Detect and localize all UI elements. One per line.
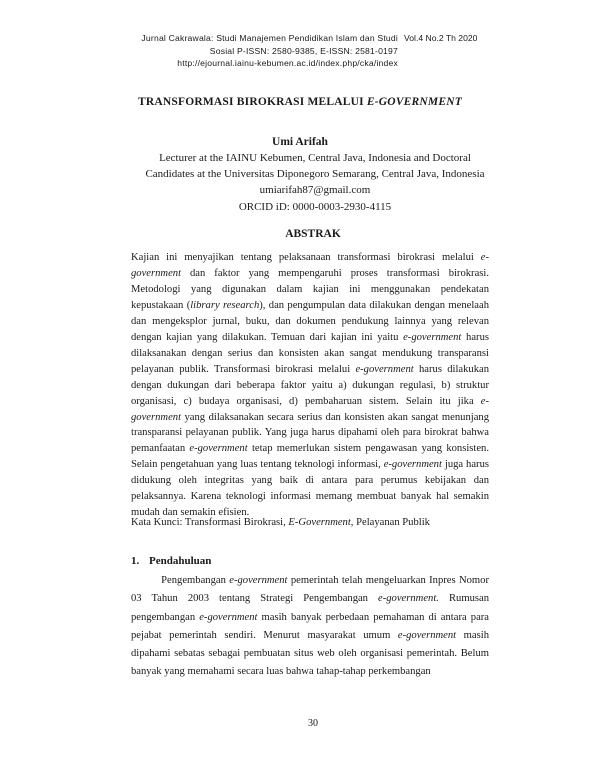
- abstract-run-1: e-government: [131, 252, 489, 279]
- abstract-run-14: juga harus didukung oleh integritas yang baik di antara para perumus kebijakan dan pelaksannya. Karena teknologi informasi memang membuat banyak hal semakin mudah dan semakin efisien.: [131, 459, 489, 519]
- abstract-run-5: e-government: [403, 331, 462, 343]
- abstract-text: [131, 250, 489, 521]
- abstract-run-9: e-government: [131, 395, 489, 423]
- abstract-run-6: harus dilaksanakan dengan serius dan konsisten akan sangat mendukung transparansi pelayanan publik. Transformasi birokrasi melalui: [131, 331, 489, 375]
- section-run-4: Rumusan pengembangan: [131, 593, 489, 623]
- keywords-italic: E-Government: [288, 517, 351, 528]
- author-orcid: ORCID iD: 0000-0003-2930-4115: [238, 200, 392, 213]
- abstract-run-4: ), dan pengumpulan data dilakukan dengan menelaah dan mengeksplor jurnal, buku, dan dokumen pendukung lainnya yang relevan dengan kajian yang dilakukan. Temuan dari kajian ini yaitu: [131, 299, 489, 343]
- journal-name: Jurnal Cakrawala: Studi Manajemen Pendidikan Islam dan Studi: [141, 33, 398, 43]
- keywords-label: Kata Kunci: Transformasi Birokrasi,: [131, 517, 289, 528]
- section-run-3: e-government.: [378, 593, 439, 605]
- section-number: 1.: [131, 555, 140, 567]
- section-run-7: e-government: [397, 629, 457, 641]
- section-heading: [131, 555, 211, 567]
- affiliation-line-2: Candidates at the Universitas Diponegoro Semarang, Central Java, Indonesia: [145, 168, 485, 181]
- section-run-0: Pengembangan: [131, 575, 230, 586]
- paper-title: [0, 96, 600, 108]
- journal-issn: Sosial P-ISSN: 2580-9385, E-ISSN: 2581-0197: [209, 45, 398, 56]
- abstract-run-11: e-government: [189, 443, 248, 455]
- section-run-6: masih banyak perbedaan pemahaman di antara para pejabat pemerintah sendiri. Menurut masyarakat umum: [131, 611, 489, 641]
- section-run-8: masih dipahami sebatas sebagai pembuatan situs web oleh organisasi pemerintah. Belum banyak yang memahami secara luas bahwa tahap-tahap perkembangan: [131, 629, 489, 678]
- abstract-run-2: dan faktor yang mempengaruhi proses transformasi birokrasi. Metodologi yang digunakan dalam kajian ini menggunakan pendekatan kepustakaan (: [131, 267, 489, 311]
- abstract-run-8: harus dilakukan dengan dukungan dari beberapa faktor yaitu a) dukungan regulasi, b) struktur organisasi, c) budaya organisasi, d) pembaharuan sistem. Selain itu jika: [131, 363, 489, 407]
- journal-volume: Vol.4 No.2 Th 2020: [404, 33, 478, 43]
- abstract-run-10: yang dilaksanakan secara serius dan konsisten akan sangat menunjang transparansi pelayanan publik. Yang juga harus dipahami oleh para birokrat bahwa pemanfaatan: [131, 411, 489, 455]
- abstract-run-3: library research: [190, 299, 260, 311]
- paper-title-main: TRANSFORMASI BIROKRASI MELALUI: [138, 96, 367, 108]
- author-affiliation: [120, 150, 510, 215]
- abstract-run-0: Kajian ini menyajikan tentang pelaksanaan transformasi birokrasi melalui: [131, 252, 481, 263]
- abstract-run-12: tetap memerlukan sistem pengawasan yang konsisten. Selain pengetahuan yang luas tentang teknologi informasi,: [131, 443, 489, 471]
- journal-url: http://ejournal.iainu-kebumen.ac.id/index.php/cka/index: [177, 58, 398, 68]
- keywords: [131, 517, 511, 528]
- author-email: umiarifah87@gmail.com: [259, 184, 371, 197]
- section-run-2: pemerintah telah mengeluarkan Inpres Nomor 03 Tahun 2003 tentang Strategi Pengembangan: [131, 575, 489, 605]
- abstract-run-13: e-government: [383, 459, 442, 471]
- journal-header: [120, 32, 398, 70]
- page-number: 30: [308, 718, 318, 729]
- section-run-5: e-government: [199, 611, 258, 623]
- section-run-1: e-government: [229, 575, 288, 586]
- paper-title-italic: E-GOVERNMENT: [366, 96, 462, 108]
- keywords-rest: , Pelayanan Publik: [350, 517, 430, 528]
- author-name: Umi Arifah: [272, 136, 328, 148]
- section-title: Pendahuluan: [149, 555, 212, 567]
- abstract-run-7: e-government: [355, 363, 414, 375]
- section-paragraph: [131, 572, 489, 682]
- abstract-heading: ABSTRAK: [285, 228, 341, 240]
- affiliation-line-1: Lecturer at the IAINU Kebumen, Central Java, Indonesia and Doctoral: [159, 152, 471, 164]
